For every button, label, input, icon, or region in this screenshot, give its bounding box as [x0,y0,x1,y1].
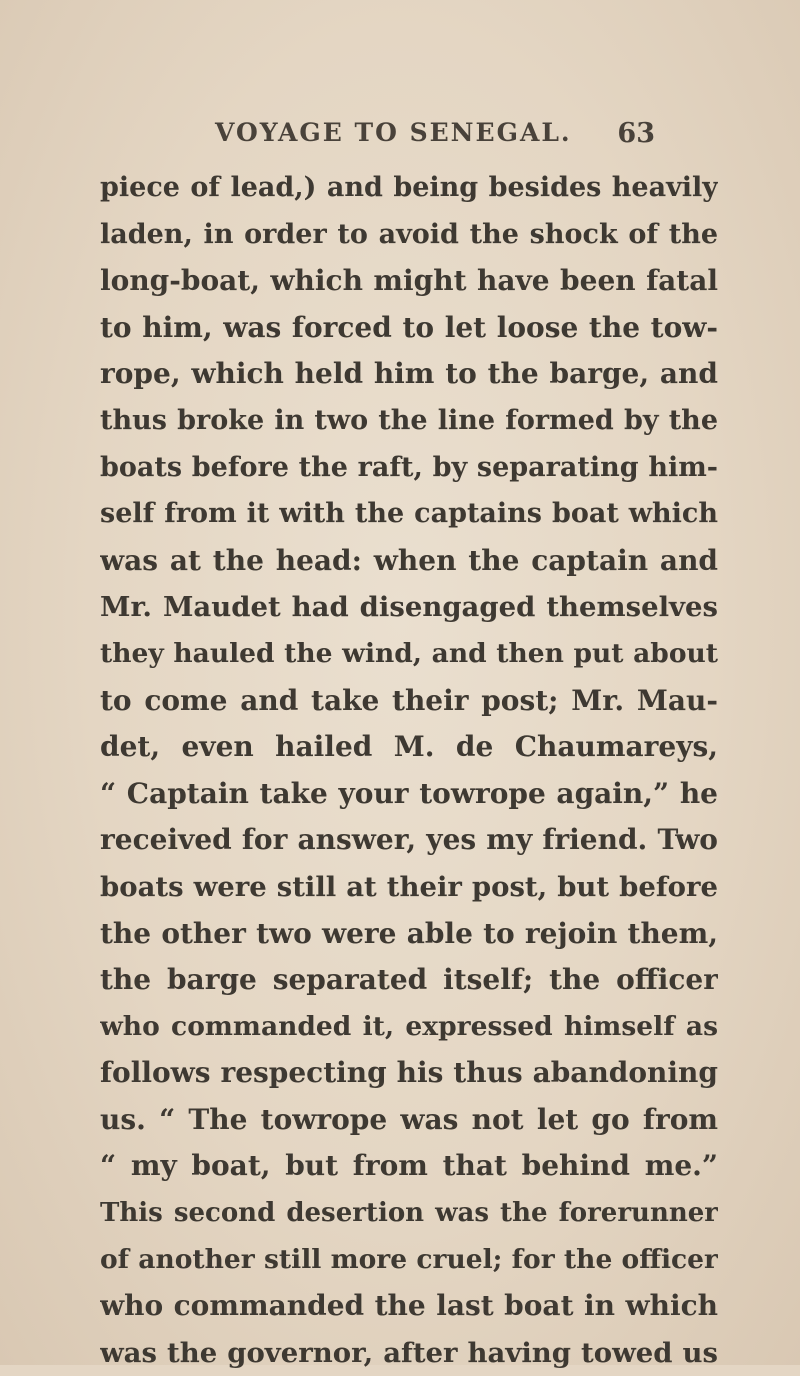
text-line: the other two were able to rejoin them, [100,916,718,950]
text-line: received for answer, yes my friend. Two [100,823,718,857]
text-line: was the governor, after having towed us [100,1336,718,1369]
text-line: Mr. Maudet had disengaged themselves [100,591,718,624]
text-line: long-boat, which might have been fatal [100,264,718,298]
body-text [100,165,718,1376]
text-line: was at the head: when the captain and [100,543,718,577]
text-line: This second desertion was the forerunner [100,1198,718,1229]
text-line: self from it with the captains boat which [100,498,718,530]
text-line: to come and take their post; Mr. Mau- [100,683,718,717]
text-line: who commanded the last boat in which [100,1289,718,1323]
text-line: “ Captain take your towrope again,” he [100,776,718,810]
text-line: who commanded it, expressed himself as [100,1010,718,1042]
text-line: piece of lead,) and being besides heavily [100,172,718,203]
text-line: laden, in order to avoid the shock of the [100,218,718,250]
text-line: follows respecting his thus abandoning [100,1056,718,1090]
text-line: of another still more cruel; for the officer [100,1243,718,1275]
text-line: det, even hailed M. de Chaumareys, [100,730,718,764]
text-line: rope, which held him to the barge, and [100,357,718,391]
text-line: boats before the raft, by separating him- [100,451,718,483]
page-header [215,118,655,158]
page-number: 63 [617,118,655,149]
running-title: VOYAGE TO SENEGAL. [215,118,572,147]
text-line: the barge separated itself; the officer [100,963,718,997]
text-line: to him, was forced to let loose the tow- [100,310,718,344]
text-line: thus broke in two the line formed by the [100,404,718,436]
text-line: they hauled the wind, and then put about [100,637,718,669]
text-line: us. “ The towrope was not let go from [100,1102,718,1136]
text-line: boats were still at their post, but before [100,870,718,903]
text-line: “ my boat, but from that behind me.” [100,1149,718,1183]
